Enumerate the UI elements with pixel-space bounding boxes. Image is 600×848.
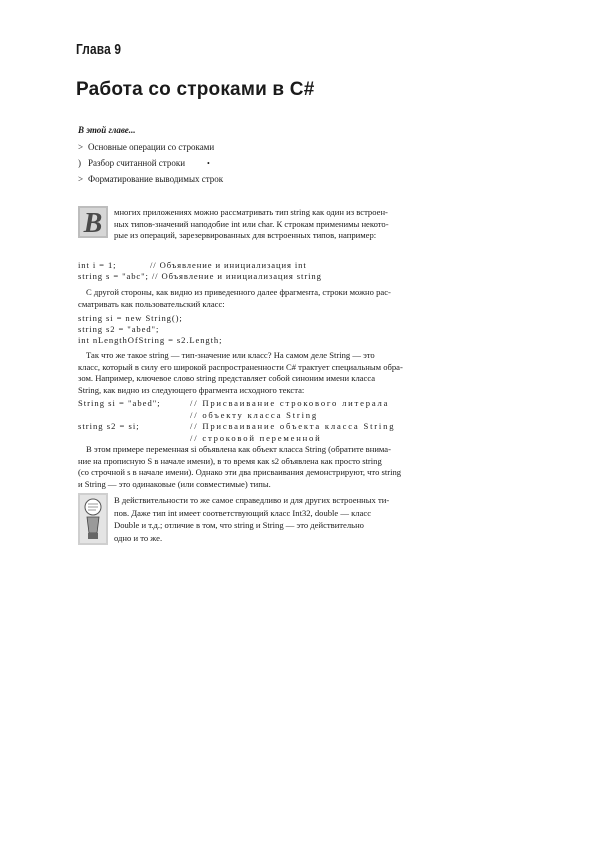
text-line: В этом примере переменная si объявлена как объект класса String (обратите внима- bbox=[86, 444, 391, 454]
list-marker: > bbox=[78, 174, 84, 184]
code-line: int i = 1; // Объявление и инициализация int bbox=[78, 260, 307, 270]
text-line: рые из операций, зарезервированных для встроенных типов, например: bbox=[114, 230, 377, 241]
code-line: string s = "abc"; // Объявление и инициализация string bbox=[78, 271, 322, 282]
code-line bbox=[78, 398, 395, 410]
text-line: одно и то же. bbox=[114, 532, 163, 543]
text-line: пов. Даже тип int имеет соответствующий класс Int32, double — класс bbox=[114, 507, 372, 518]
code-line: string s2 = "abed"; bbox=[78, 324, 160, 335]
code-line: string si = new String(); bbox=[78, 313, 183, 323]
paragraph-intro bbox=[78, 207, 530, 242]
list-marker: > bbox=[78, 142, 84, 152]
chapter-contents-list bbox=[78, 141, 223, 189]
chapter-label: Глава 9 bbox=[76, 42, 122, 58]
text-line: ных типов-значений наподобие int или char. К строкам применимы некото- bbox=[114, 218, 389, 229]
text-line: и String — это одинаковые (или совместимые) типы. bbox=[78, 478, 271, 489]
stray-bullet: • bbox=[207, 159, 210, 168]
code-line: int nLengthOfString = s2.Length; bbox=[78, 335, 223, 346]
svg-text:В: В bbox=[83, 208, 103, 238]
list-item bbox=[78, 173, 223, 189]
code-comment: // строковой переменной bbox=[190, 432, 322, 443]
code-comment: // Присваивание объекта класса String bbox=[190, 421, 396, 432]
text-line: многих приложениях можно рассматривать тип string как один из встроен- bbox=[114, 207, 388, 217]
list-marker: ) bbox=[78, 158, 81, 168]
code-line bbox=[78, 410, 395, 422]
paragraph-2 bbox=[78, 287, 530, 310]
code-text: string s2 = si; bbox=[78, 421, 140, 432]
code-comment: // объекту класса String bbox=[190, 409, 318, 420]
chapter-title: Работа со строками в C# bbox=[76, 79, 315, 100]
paragraph-3 bbox=[78, 350, 530, 396]
text-line: В действительности то же самое справедливо и для других встроенных ти- bbox=[114, 495, 390, 505]
text-line: (со строчной s в начале имени). Однако эти два присваивания демонстрируют, что string bbox=[78, 467, 402, 478]
code-text: String si = "abed"; bbox=[78, 398, 161, 408]
code-block-3 bbox=[78, 398, 395, 444]
list-item-text: Основные операции со строками bbox=[88, 142, 215, 152]
list-item bbox=[78, 141, 223, 157]
text-line: String, как видно из следующего фрагмента исходного текста: bbox=[78, 384, 305, 395]
text-line: Double и т.д.; отличие в том, что string и String — это действительно bbox=[114, 520, 364, 531]
text-line: зом. Например, ключевое слово string представляет собой синоним имени класса bbox=[78, 373, 376, 384]
list-item-text: Разбор считанной строки bbox=[88, 158, 186, 168]
list-item-text: Форматирование выводимых строк bbox=[88, 174, 224, 184]
code-block-2 bbox=[78, 313, 222, 347]
code-line bbox=[78, 421, 395, 433]
text-line: сматривать как пользовательский класс: bbox=[78, 298, 225, 309]
list-item bbox=[78, 157, 223, 173]
code-comment: // Присваивание строкового литерала bbox=[190, 398, 390, 408]
code-block-1 bbox=[78, 260, 322, 282]
paragraph-4 bbox=[78, 444, 530, 490]
text-line: класс, который в силу его широкой распространенности C# трактует специальным обра- bbox=[78, 361, 403, 372]
text-line: Так что же такое string — тип-значение или класс? На самом деле String — это bbox=[86, 350, 375, 360]
intro-label: В этой главе... bbox=[78, 125, 136, 135]
code-line bbox=[78, 433, 395, 445]
technical-note-icon bbox=[78, 493, 108, 545]
text-line: С другой стороны, как видно из приведенного далее фрагмента, строки можно рас- bbox=[86, 287, 391, 297]
text-line: ние на прописную S в начале имени), в то время как s2 объявлена как просто string bbox=[78, 455, 382, 466]
technical-note-text bbox=[114, 494, 530, 544]
